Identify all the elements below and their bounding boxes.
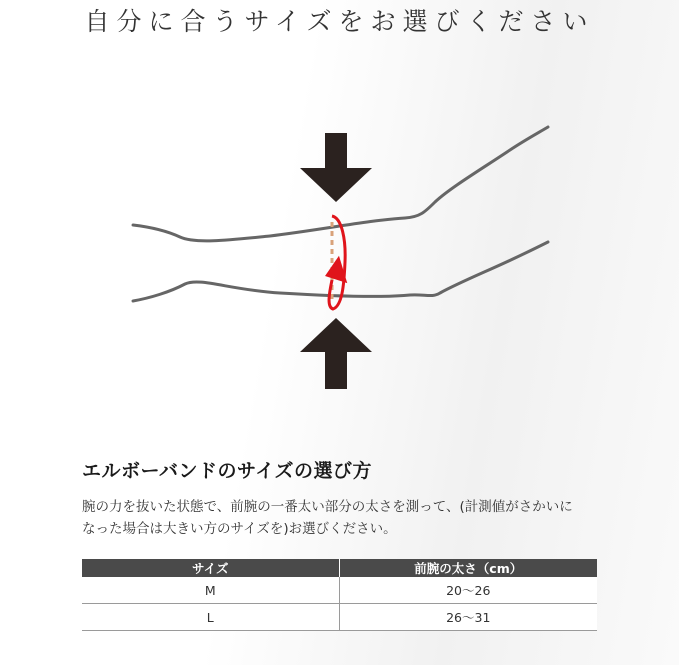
range-cell: 26〜31 — [339, 604, 597, 631]
table-row — [82, 577, 597, 604]
page-title: 自分に合うサイズをお選びください — [84, 7, 595, 36]
size-cell: L — [82, 604, 339, 631]
section-heading: エルボーバンドのサイズの選び方 — [82, 460, 373, 482]
arrow-down-icon — [300, 133, 372, 202]
range-cell: 20〜26 — [339, 577, 597, 604]
column-header-forearm: 前腕の太さ（cm） — [339, 559, 597, 577]
size-table — [82, 559, 597, 631]
arrow-up-icon — [300, 318, 372, 389]
measure-arrowhead — [324, 254, 350, 283]
instruction-line: なった場合は大きい方のサイズを)お選びください。 — [82, 521, 397, 537]
size-cell: M — [82, 577, 339, 604]
table-header-row — [82, 559, 597, 577]
instruction-line: 腕の力を抜いた状態で、前腕の一番太い部分の太さを測って、(計測値がさかいに — [82, 499, 573, 515]
arm-measurement-illustration — [0, 100, 679, 420]
instruction-text — [82, 496, 602, 540]
table-row — [82, 604, 597, 631]
column-header-size: サイズ — [82, 559, 339, 577]
